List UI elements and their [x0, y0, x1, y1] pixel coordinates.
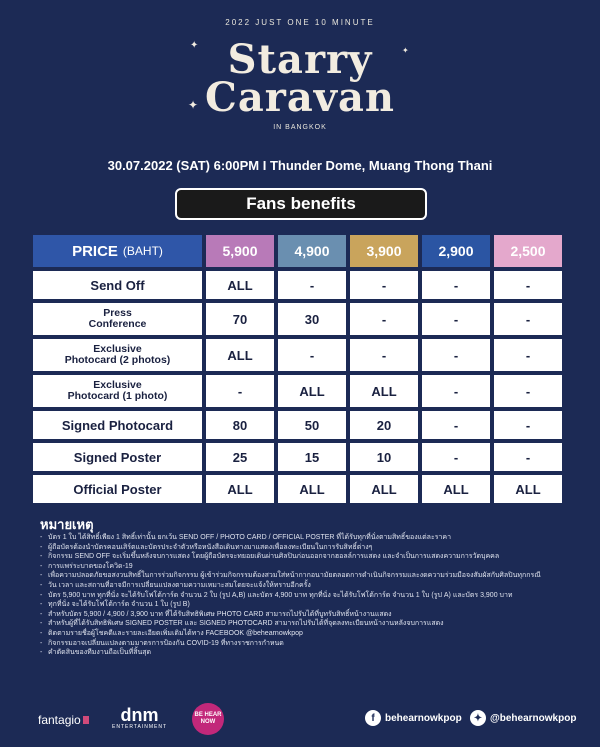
row-value: - — [278, 339, 346, 371]
note-item: - ผู้ถือบัตรต้องนำบัตรคอนเสิร์ตและบัตรประจำตัวหรือหนังสือเดินทางมาแสดงเพื่อลงทะเบียนในการรับสิทธิ์ต่างๆ — [40, 543, 570, 553]
row-label: Signed Poster — [33, 443, 202, 471]
row-value: ALL — [278, 475, 346, 503]
fantagio-mark-icon — [83, 716, 89, 724]
note-item: - ทุกที่นั่ง จะได้รับโฟโต้การ์ด จำนวน 1 ใบ (รูป B) — [40, 600, 570, 610]
row-value: ALL — [206, 339, 274, 371]
row-value: ALL — [206, 271, 274, 299]
row-value: 15 — [278, 443, 346, 471]
facebook-icon: f — [365, 710, 381, 726]
twitter-link[interactable]: ✦ @behearnowkpop — [470, 710, 576, 726]
row-value: - — [350, 339, 418, 371]
row-label: Official Poster — [33, 475, 202, 503]
dnm-logo: dnm ENTERTAINMENT — [112, 705, 168, 730]
row-value: - — [350, 303, 418, 335]
row-value: - — [206, 375, 274, 407]
row-value: - — [494, 271, 562, 299]
price-tier-1: 5,900 — [206, 235, 274, 267]
note-item: - สำหรับผู้ที่ได้รับสิทธิพิเศษ SIGNED POSTER และ SIGNED PHOTOCARD สามารถไปรับได้ที่จุดลงทะเบียนหน้างานหลังจบการแสดง — [40, 619, 570, 629]
note-item: - บัตร 5,900 บาท ทุกที่นั่ง จะได้รับโฟโต้การ์ด จำนวน 2 ใบ (รูป A,B) และบัตร 4,900 บาท ทุกที่นั่ง จะได้รับโฟโต้การ์ด จำนวน 1 ใบ (รูป A) และบัตร 3,900 บาท — [40, 591, 570, 601]
price-tier-5: 2,500 — [494, 235, 562, 267]
price-tier-2: 4,900 — [278, 235, 346, 267]
price-unit: (BAHT) — [122, 244, 163, 258]
row-value: - — [422, 271, 490, 299]
row-value: 30 — [278, 303, 346, 335]
note-item: - วัน เวลา และสถานที่อาจมีการเปลี่ยนแปลงตามความเหมาะสมโดยจะแจ้งให้ทราบอีกครั้ง — [40, 581, 570, 591]
row-value: - — [422, 375, 490, 407]
row-label: Exclusive Photocard (1 photo) — [33, 375, 202, 407]
twitter-icon: ✦ — [470, 710, 486, 726]
row-value: ALL — [350, 375, 418, 407]
fantagio-logo: fantagio — [38, 713, 89, 727]
row-value: - — [278, 271, 346, 299]
event-info: 30.07.2022 (SAT) 6:00PM I Thunder Dome, Muang Thong Thani — [107, 158, 493, 173]
row-label: Send Off — [33, 271, 202, 299]
note-item: - สำหรับบัตร 5,900 / 4,900 / 3,900 บาท ที่ได้รับสิทธิพิเศษ PHOTO CARD สามารถไปรับได้ที่บูทรับสิทธิ์หน้างานแสดง — [40, 610, 570, 620]
behearnow-logo: BE HEAR NOW — [192, 703, 224, 735]
note-item: - บัตร 1 ใบ ได้สิทธิ์เพียง 1 สิทธิ์เท่านั้น ยกเว้น SEND OFF / PHOTO CARD / OFFICIAL POSTER ที่ได้รับทุกที่นั่งตามสิทธิ์ของแต่ละราคา — [40, 533, 570, 543]
row-value: 25 — [206, 443, 274, 471]
row-value: - — [494, 339, 562, 371]
price-label: PRICE — [72, 242, 118, 260]
section-title: Fans benefits — [175, 188, 427, 220]
row-value: ALL — [278, 375, 346, 407]
row-label: Press Conference — [33, 303, 202, 335]
row-value: - — [494, 411, 562, 439]
note-item: - ติดตามรายชื่อผู้โชคดีและรายละเอียดเพิ่มเติมได้ทาง FACEBOOK @behearnowkpop — [40, 629, 570, 639]
row-value: 70 — [206, 303, 274, 335]
price-header — [33, 235, 202, 267]
facebook-link[interactable]: f behearnowkpop — [365, 710, 462, 726]
row-value: - — [494, 443, 562, 471]
tagline: 2022 JUST ONE 10 MINUTE — [225, 18, 375, 27]
note-item: - กิจกรรม SEND OFF จะเริ่มขึ้นหลังจบการแสดง โดยผู้ถือบัตรจะทยอยเดินผ่านศิลปินก่อนออกจากฮอลล์การแสดง และจำเป็นการแสดงความการวัดบุคคล — [40, 552, 570, 562]
row-label: Exclusive Photocard (2 photos) — [33, 339, 202, 371]
star-icon: ✦ — [402, 46, 409, 55]
row-value: ALL — [422, 475, 490, 503]
row-value: 20 — [350, 411, 418, 439]
starry-caravan-logo — [170, 36, 430, 136]
logo-line2: Caravan — [205, 74, 395, 121]
star-icon: ✦ — [190, 40, 199, 51]
row-value: - — [422, 339, 490, 371]
row-value: 80 — [206, 411, 274, 439]
star-icon: ✦ — [188, 98, 199, 112]
price-tier-3: 3,900 — [350, 235, 418, 267]
row-value: ALL — [350, 475, 418, 503]
notes-list — [40, 533, 570, 658]
notes-title: หมายเหตุ — [40, 517, 94, 532]
row-value: 10 — [350, 443, 418, 471]
note-item: - คำตัดสินของทีมงานถือเป็นที่สิ้นสุด — [40, 648, 570, 658]
note-item: - การแพร่ระบาดของโควิด-19 — [40, 562, 570, 572]
row-value: - — [350, 271, 418, 299]
logo-subtitle: IN BANGKOK — [273, 124, 327, 131]
row-value: 50 — [278, 411, 346, 439]
row-value: ALL — [494, 475, 562, 503]
row-value: - — [422, 303, 490, 335]
note-item: - เพื่อความปลอดภัยขอสงวนสิทธิ์ในการร่วมกิจกรรม ผู้เข้าร่วมกิจกรรมต้องสวมใส่หน้ากากอนามัยตลอดการดำเนินกิจกรรมและงดความร่วมมือจงสัมผัสกับศิลปินทุกกรณี — [40, 571, 570, 581]
row-value: - — [422, 443, 490, 471]
note-item: - กิจกรรมอาจเปลี่ยนแปลงตามมาตรการป้องกัน COVID-19 ที่ทางราชการกำหนด — [40, 639, 570, 649]
row-label: Signed Photocard — [33, 411, 202, 439]
logo-line1: Starry — [227, 36, 373, 83]
row-value: - — [494, 303, 562, 335]
row-value: ALL — [206, 475, 274, 503]
row-value: - — [494, 375, 562, 407]
price-tier-4: 2,900 — [422, 235, 490, 267]
row-value: - — [422, 411, 490, 439]
